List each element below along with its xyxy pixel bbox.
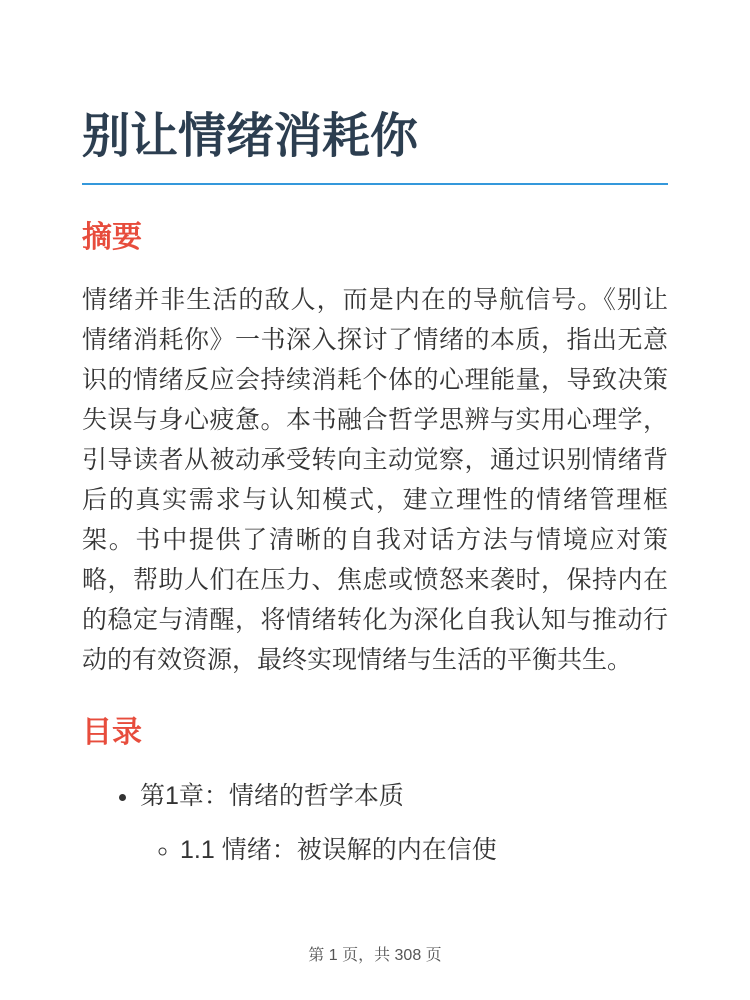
toc-item-chapter-1 <box>140 776 668 870</box>
page-footer: 第 1 页，共 308 页 <box>308 947 442 964</box>
summary-paragraph: 情绪并非生活的敌人，而是内在的导航信号。《别让情绪消耗你》一书深入探讨了情绪的本质，指出无意识的情绪反应会持续消耗个体的心理能量，导致决策失误与身心疲惫。本书融合哲学思辨与实用心理学，引导读者从被动承受转向主动觉察，通过识别情绪背后的真实需求与认知模式，建立理性的情绪管理框架。书中提供了清晰的自我对话方法与情境应对策略，帮助人们在压力、焦虑或愤怒来袭时，保持内在的稳定与清醒，将情绪转化为深化自我认知与推动行动的有效资源，最终实现情绪与生活的平衡共生。 <box>82 286 668 674</box>
title-divider <box>82 183 668 185</box>
toc-sublist-chapter-1 <box>140 830 668 870</box>
page-title: 别让情绪消耗你 <box>82 110 419 163</box>
toc-heading: 目录 <box>82 716 142 749</box>
summary-heading: 摘要 <box>82 221 142 254</box>
toc-item-chapter-1-label: 第1章：情绪的哲学本质 <box>140 782 404 810</box>
toc-item-section-1-1 <box>180 830 668 870</box>
toc-list <box>82 776 668 870</box>
toc-item-section-1-1-label: 1.1 情绪：被误解的内在信使 <box>180 836 497 864</box>
